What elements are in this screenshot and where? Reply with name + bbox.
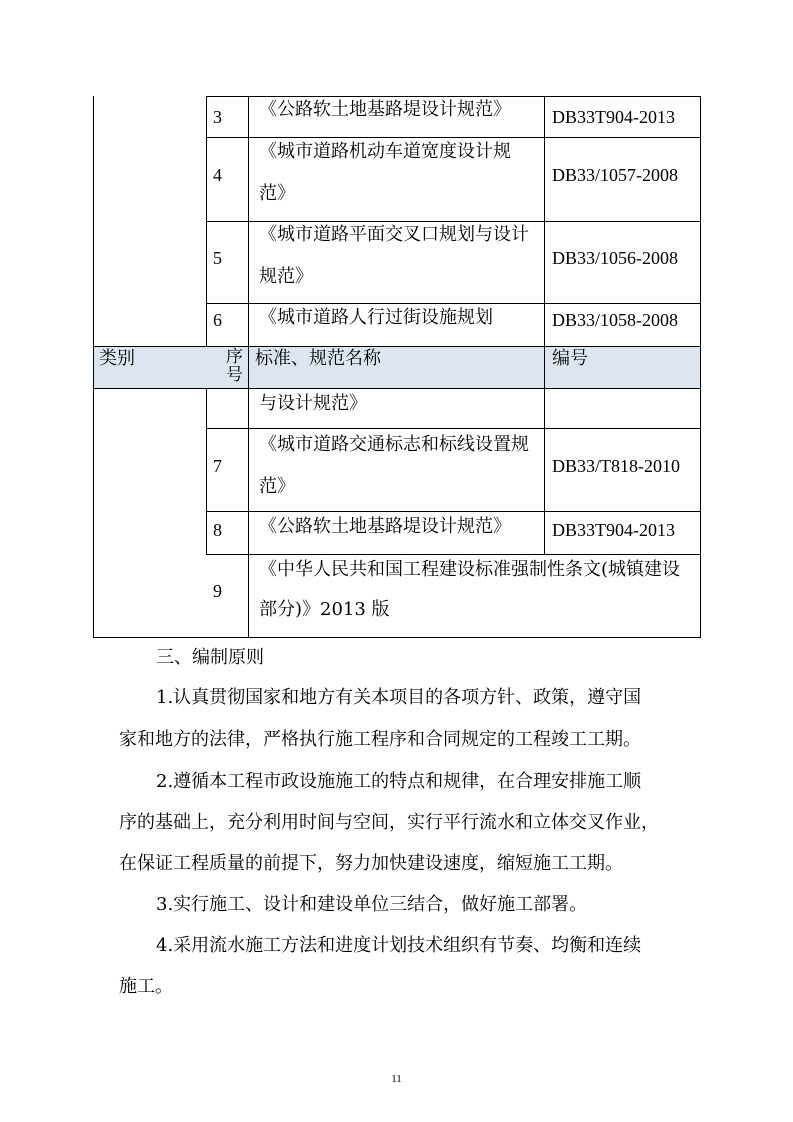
table-header-background bbox=[93, 346, 700, 388]
header-seq: 序号 bbox=[226, 347, 243, 385]
header-code: 编号 bbox=[552, 348, 588, 369]
header-category: 类别 bbox=[99, 348, 135, 369]
section-heading: 三、编制原则 bbox=[156, 647, 264, 668]
header-name: 标准、规范名称 bbox=[255, 348, 381, 369]
page-number: 11 bbox=[391, 1073, 402, 1085]
